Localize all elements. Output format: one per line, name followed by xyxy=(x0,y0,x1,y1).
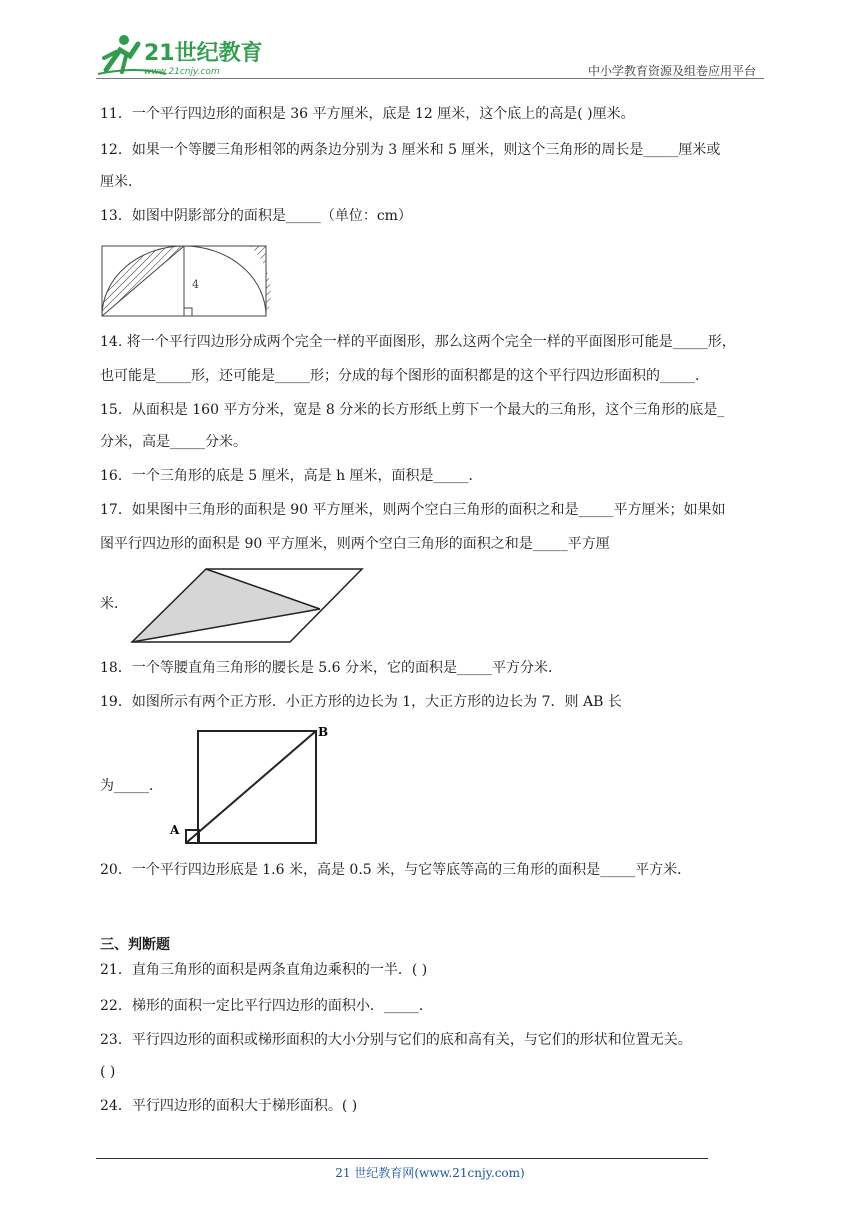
header-divider xyxy=(96,78,764,79)
question-14-line2: 也可能是_____形，还可能是_____形；分成的每个图形的面积都是的这个平行四边形面积的_____． xyxy=(100,368,709,384)
svg-text:21世纪教育: 21世纪教育 xyxy=(144,41,263,66)
footer-divider xyxy=(96,1158,708,1159)
figure-17-parallelogram xyxy=(128,566,364,644)
question-17-line1: 17．如果图中三角形的面积是 90 平方厘米，则两个空白三角形的面积之和是_____平方厘米；如果如 xyxy=(100,502,726,518)
svg-text:B: B xyxy=(318,725,329,739)
question-19-line2: 为_____． xyxy=(100,778,163,794)
question-18: 18．一个等腰直角三角形的腰长是 5.6 分米，它的面积是_____平方分米． xyxy=(100,660,562,676)
question-11: 11．一个平行四边形的面积是 36 平方厘米，底是 12 厘米，这个底上的高是( )厘米。 xyxy=(100,106,635,122)
platform-name: 中小学教育资源及组卷应用平台 xyxy=(587,64,756,78)
page-header xyxy=(96,30,764,82)
question-14-line1: 14. 将一个平行四边形分成两个完全一样的平面图形，那么这两个完全一样的平面图形可能是_____形， xyxy=(100,334,736,350)
question-15-line1: 15．从面积是 160 平方分米，宽是 8 分米的长方形纸上剪下一个最大的三角形，这个三角形的底是_ xyxy=(100,402,725,418)
question-15-line2: 分米，高是_____分米。 xyxy=(100,434,247,450)
question-12-line1: 12．如果一个等腰三角形相邻的两条边分别为 3 厘米和 5 厘米，则这个三角形的周长是_____厘米或 xyxy=(100,142,721,158)
question-23-line2: ( ) xyxy=(100,1064,116,1080)
question-23-line1: 23．平行四边形的面积或梯形面积的大小分别与它们的底和高有关，与它们的形状和位置无关。 xyxy=(100,1032,692,1048)
question-16: 16．一个三角形的底是 5 厘米，高是 h 厘米，面积是_____． xyxy=(100,468,483,484)
svg-text:www.21cnjy.com: www.21cnjy.com xyxy=(144,67,220,77)
question-12-line2: 厘米． xyxy=(100,174,142,190)
section-3-title: 三、判断题 xyxy=(100,937,170,953)
figure-19-squares xyxy=(166,722,336,848)
question-21: 21．直角三角形的面积是两条直角边乘积的一半．( ) xyxy=(100,962,428,978)
question-24: 24．平行四边形的面积大于梯形面积。( ) xyxy=(100,1098,358,1114)
figure-13-shaded-area xyxy=(100,242,272,320)
logo-icon xyxy=(96,30,276,80)
question-17-line2: 图平行四边形的面积是 90 平方厘米，则两个空白三角形的面积之和是_____平方厘 xyxy=(100,536,610,552)
question-13: 13．如图中阴影部分的面积是_____（单位：cm） xyxy=(100,208,412,224)
question-22: 22．梯形的面积一定比平行四边形的面积小．_____． xyxy=(100,998,433,1014)
footer-link[interactable]: 21 世纪教育网(www.21cnjy.com) xyxy=(335,1166,525,1180)
question-20: 20．一个平行四边形底是 1.6 米，高是 0.5 米，与它等底等高的三角形的面积是_____平方米． xyxy=(100,862,692,878)
svg-text:A: A xyxy=(170,823,180,837)
question-19-line1: 19．如图所示有两个正方形．小正方形的边长为 1，大正方形的边长为 7．则 AB 长 xyxy=(100,694,622,710)
svg-text:4: 4 xyxy=(192,278,199,291)
question-17-line3: 米． xyxy=(100,596,128,612)
